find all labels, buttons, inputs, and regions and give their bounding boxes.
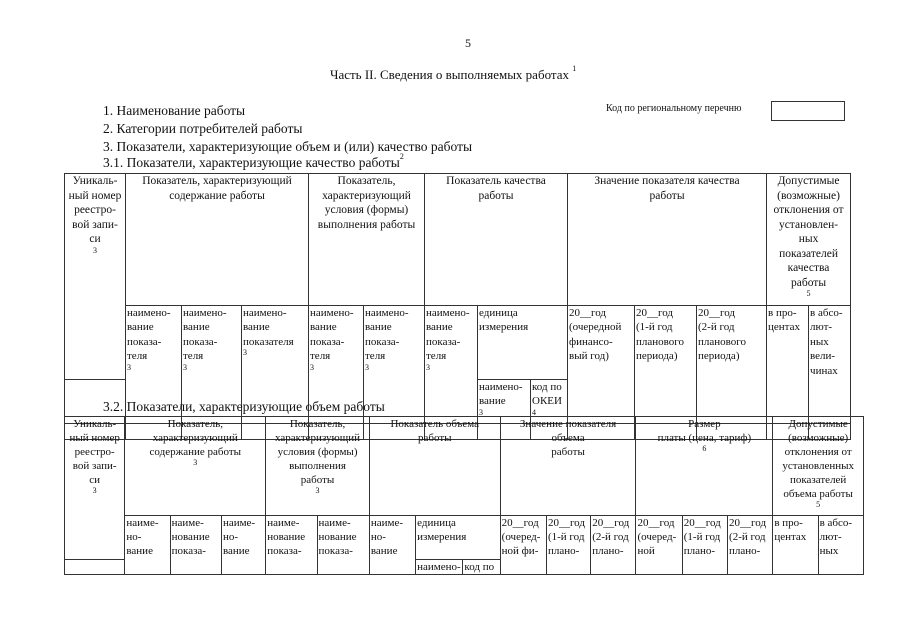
- quality-section-footnote: 2: [399, 152, 404, 161]
- sub-fee-current: 20__год (очеред- ной: [636, 516, 682, 575]
- sub-indicator-name: наиме- нование показа-: [266, 516, 317, 575]
- sub-value-plan-1: 20__год (1-й год плано-: [546, 516, 590, 575]
- sub-okei-code: код по: [463, 560, 500, 575]
- sub-year-plan-2: 20__год (2-й год планового периода): [697, 305, 767, 424]
- indicators-line: 3. Показатели, характеризующие объем и (или) качество работы: [103, 139, 473, 154]
- sub-year-current: 20__год (очередной финансо- вый год): [568, 305, 635, 424]
- volume-indicators-table: [64, 416, 864, 575]
- sub-value-plan-2: 20__год (2-й год плано-: [591, 516, 636, 575]
- col-quality-value: Значение показателя качества работы: [568, 174, 767, 306]
- sub-indicator-name: наимено- вание показа- теля $^3$: [182, 305, 242, 424]
- sub-indicator-name: наимено- вание показа- теля $^3$: [364, 305, 425, 424]
- sub-indicator-name: наимено- вание показателя $^3$: [242, 305, 309, 424]
- sub-unit-name: наимено-: [416, 560, 463, 575]
- sub-indicator-name: наимено- вание показа- теля $^3$: [126, 305, 182, 424]
- sub-fee-plan-1: 20__год (1-й год плано-: [682, 516, 727, 575]
- part-title-footnote: 1: [572, 64, 577, 73]
- sub-unit-of-measure: единица измерения: [416, 516, 501, 560]
- sub-indicator-name: наиме- но- вание: [125, 516, 170, 575]
- col-condition-indicator: Показатель, характеризующий условия (формы) выполнения работы $^3$: [266, 417, 370, 516]
- registry-spacer: [65, 560, 125, 575]
- sub-absolute: в абсо- лют- ных: [818, 516, 863, 575]
- sub-indicator-name: наимено- вание показа- теля $^3$: [425, 305, 478, 424]
- col-content-indicator: Показатель, характеризующий содержание работы: [126, 174, 309, 306]
- sub-indicator-name: наиме- но- вание: [369, 516, 415, 575]
- sub-unit-name: наимено- вание $^3$: [478, 379, 531, 424]
- sub-year-plan-1: 20__год (1-й год планового периода): [635, 305, 697, 424]
- regional-code-label: Код по региональному перечню: [606, 103, 742, 114]
- consumer-categories-line: 2. Категории потребителей работы: [103, 121, 303, 136]
- col-allowed-deviation: Допустимые (возможные) отклонения от установлен- ных показателей качества работы $^5$: [767, 174, 851, 306]
- quality-section-title: 3.1. Показатели, характеризующие качество работы: [103, 155, 400, 170]
- sub-okei-code: код по ОКЕИ $^4$: [531, 379, 568, 424]
- sub-absolute: в абсо- лют- ных вели- чинах: [809, 305, 851, 424]
- col-registry-number: Уникаль- ный номер реестро- вой запи- си $^3$: [65, 174, 126, 380]
- quality-section-heading: [103, 152, 404, 171]
- sub-value-current: 20__год (очеред- ной фи-: [500, 516, 546, 575]
- col-allowed-deviation: Допустимые (возможные) отклонения от установленных показателей объема работы $^5$: [773, 417, 864, 516]
- sub-indicator-name: наиме- но- вание: [221, 516, 265, 575]
- col-content-indicator: Показатель, характеризующий содержание работы $^3$: [125, 417, 266, 516]
- regional-code-box[interactable]: [771, 101, 845, 121]
- page-number: 5: [465, 36, 471, 50]
- part-title-text: Часть II. Сведения о выполняемых работах: [330, 67, 570, 82]
- sub-indicator-name: наиме- нование показа-: [170, 516, 221, 575]
- col-registry-number: Уникаль- ный номер реестро- вой запи- си $^3$: [65, 417, 125, 560]
- sub-percent: в про- центах: [767, 305, 809, 424]
- col-quality-indicator: Показатель качества работы: [425, 174, 568, 306]
- sub-indicator-name: наимено- вание показа- теля $^3$: [309, 305, 364, 424]
- sub-fee-plan-2: 20__год (2-й год плано-: [728, 516, 773, 575]
- part-title: [330, 64, 577, 83]
- sub-percent: в про- центах: [773, 516, 818, 575]
- work-name-line: 1. Наименование работы: [103, 103, 246, 118]
- col-condition-indicator: Показатель, характеризующий условия (формы) выполнения работы: [309, 174, 425, 306]
- col-fee-size: Размер платы (цена, тариф) $^6$: [636, 417, 773, 516]
- col-volume-indicator: Показатель объема работы: [369, 417, 500, 516]
- sub-indicator-name: наиме- нование показа-: [317, 516, 369, 575]
- volume-section-heading: 3.2. Показатели, характеризующие объем работы: [103, 399, 385, 414]
- col-volume-value: Значение показателя объема работы: [500, 417, 636, 516]
- sub-unit-of-measure: единица измерения: [478, 305, 568, 379]
